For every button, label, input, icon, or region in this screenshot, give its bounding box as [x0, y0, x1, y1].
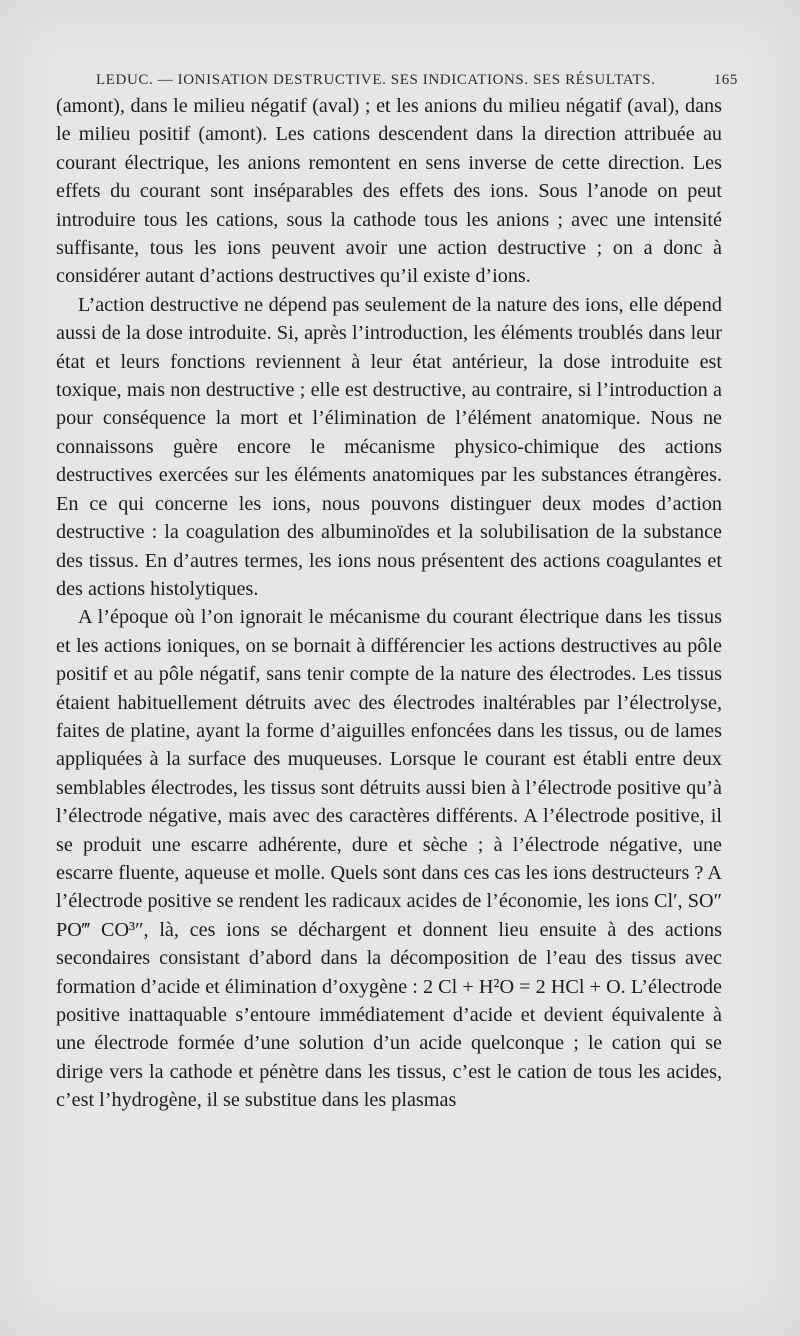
paragraph: A l’époque où l’on ignorait le mécanisme du courant électrique dans les tissus et les actions ioniques, on se bornait à différencier les actions destructives au pôle positif et au pôle négatif, sans tenir compte de la nature des électrodes. Les tissus étaient habituellement détruits avec des électrodes inaltérables par l’électrolyse, faites de platine, ayant la forme d’aiguilles enfoncées dans les tissus, ou de lames appliquées à la surface des muqueuses. Lorsque le courant est établi entre deux semblables électrodes, les tissus sont détruits aussi bien à l’électrode positive qu’à l’électrode négative, mais avec des caractères différents. A l’électrode positive, il se produit une escarre adhérente, dure et sèche ; à l’électrode négative, une escarre fluente, aqueuse et molle. Quels sont dans ces cas les ions destructeurs ? A l’électrode positive se rendent les radicaux acides de l’économie, les ions Cl′, SO″ PO‴ CO³″, là, ces ions se déchargent et donnent lieu ensuite à des actions secondaires consistant d’abord dans la décomposition de l’eau des tissus avec formation d’acide et élimination d’oxygène : 2 Cl + H²O = 2 HCl + O. L’électrode positive inattaquable s’entoure immédiatement d’acide et devient équivalente à une électrode formée d’une solution d’un acide quelconque ; le cation qui se dirige vers la cathode et pénètre dans les tissus, c’est le cation de tous les acides, c’est l’hydrogène, il se substitue dans les plasmas	[56, 606, 722, 1112]
paragraph: (amont), dans le milieu négatif (aval) ; et les anions du milieu négatif (aval), dans le milieu positif (amont). Les cations descendent dans la direction attribuée au courant électrique, les anions remontent en sens inverse de cette direction. Les effets du courant sont inséparables des effets des ions. Sous l’anode on peut introduire tous les cations, sous la cathode tous les anions ; avec une intensité suffisante, tous les ions peuvent avoir une action destructive ; on a donc à considérer autant d’actions destructives qu’il existe d’ions.	[56, 95, 722, 288]
running-title: LEDUC. — IONISATION DESTRUCTIVE. SES INDICATIONS. SES RÉSULTATS.	[96, 72, 656, 88]
running-head	[96, 72, 738, 89]
body-text	[56, 92, 722, 1115]
paragraph: L’action destructive ne dépend pas seulement de la nature des ions, elle dépend aussi de la dose introduite. Si, après l’introduction, les éléments troublés dans leur état et leurs fonctions reviennent à leur état antérieur, la dose introduite est toxique, mais non destructive ; elle est destructive, au contraire, si l’introduction a pour conséquence la mort et l’élimination de l’élément anatomique. Nous ne connaissons guère encore le mécanisme physico-chimique des actions destructives exercées sur les éléments anatomiques par les substances étrangères. En ce qui concerne les ions, nous pouvons distinguer deux modes d’action destructive : la coagulation des albuminoïdes et la solubilisation de la substance des tissus. En d’autres termes, les ions nous présentent des actions coagulantes et des actions histolytiques.	[56, 293, 722, 600]
page-number: 165	[713, 72, 738, 88]
